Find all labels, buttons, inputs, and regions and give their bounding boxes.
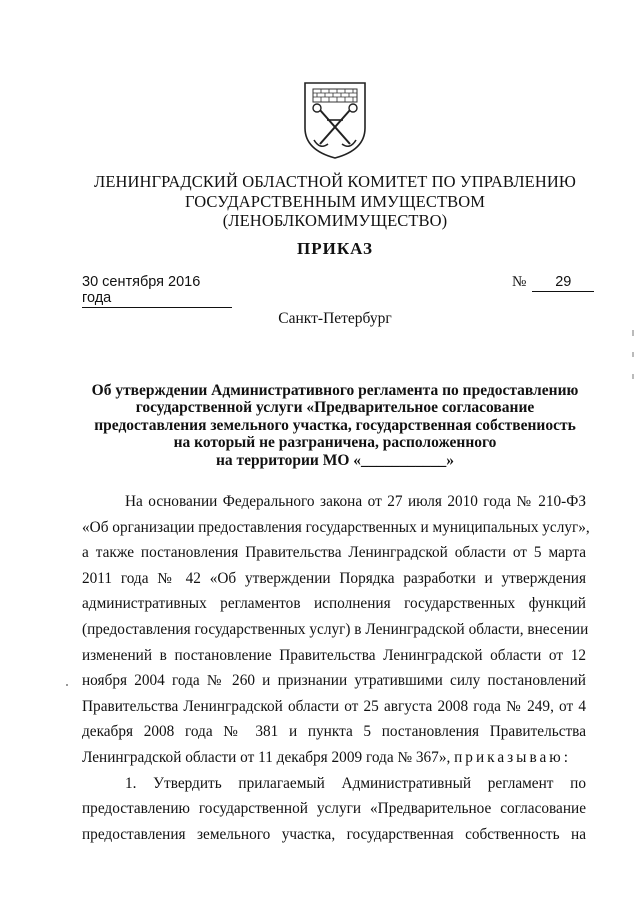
body-line: 1. Утвердить прилагаемый Административный регламент по (125, 774, 586, 792)
body-line: а также постановления Правительства Ленинградской области от 5 марта (82, 544, 586, 562)
order-subject (82, 382, 588, 469)
number-sign: № (512, 274, 527, 290)
body-line: ноября 2004 года № 260 и признании утратившими силу постановлений (82, 672, 586, 690)
body-line-decision (82, 745, 586, 771)
coat-of-arms-icon (302, 80, 368, 160)
subject-line: на который не разграничена, расположенного (173, 434, 497, 452)
body-line-text: Ленинградской области от 11 декабря 2009 года № 367», (82, 748, 451, 766)
subject-line: предоставления земельного участка, государственная собствениость (94, 416, 576, 434)
order-number: 29 (532, 274, 594, 292)
body-line: 2011 года № 42 «Об утверждении Порядка разработки и утверждения (82, 569, 586, 587)
order-body (82, 489, 590, 847)
subject-line: государственной услуги «Предварительное согласование (135, 399, 535, 417)
body-line: предоставлению государственной услуги «Предварительное согласование (82, 800, 586, 818)
subject-line: на территории МО «___________» (215, 451, 455, 469)
order-number-block (512, 274, 594, 292)
organization-name (60, 172, 610, 231)
org-line: ЛЕНИНГРАДСКИЙ ОБЛАСТНОЙ КОМИТЕТ ПО УПРАВЛЕНИЮ (94, 172, 576, 191)
body-line: На основании Федерального закона от 27 июля 2010 года № 210-ФЗ (125, 493, 586, 510)
decision-word: приказываю: (454, 748, 571, 766)
document-type-title: ПРИКАЗ (297, 239, 373, 258)
subject-line: Об утверждении Административного регламента по предоставлению (91, 382, 579, 399)
scan-speck (66, 684, 68, 686)
city-name: Санкт-Петербург (278, 310, 392, 327)
body-line: декабря 2008 года № 381 и пункта 5 постановления Правительства (82, 723, 586, 741)
body-line: (предоставления государственных услуг) в Ленинградской области, внесении (82, 620, 589, 638)
scan-edge-marks (630, 330, 636, 390)
body-line: предоставления земельного участка, государственная собственность на (82, 825, 586, 843)
body-line: «Об организации предоставления государственных и муниципальных услуг», (82, 518, 590, 536)
org-line: ГОСУДАРСТВЕННЫМ ИМУЩЕСТВОМ (184, 191, 486, 211)
body-line: административных регламентов исполнения государственных функций (82, 595, 586, 613)
body-line: Правительства Ленинградской области от 25 августа 2008 года № 249, от 4 (82, 697, 586, 715)
org-line: (ЛЕНОБЛКОМИМУЩЕСТВО) (222, 211, 448, 230)
order-date: 30 сентября 2016 года (82, 274, 232, 308)
body-line: изменений в постановление Правительства Ленинградской области от 12 (82, 646, 586, 664)
